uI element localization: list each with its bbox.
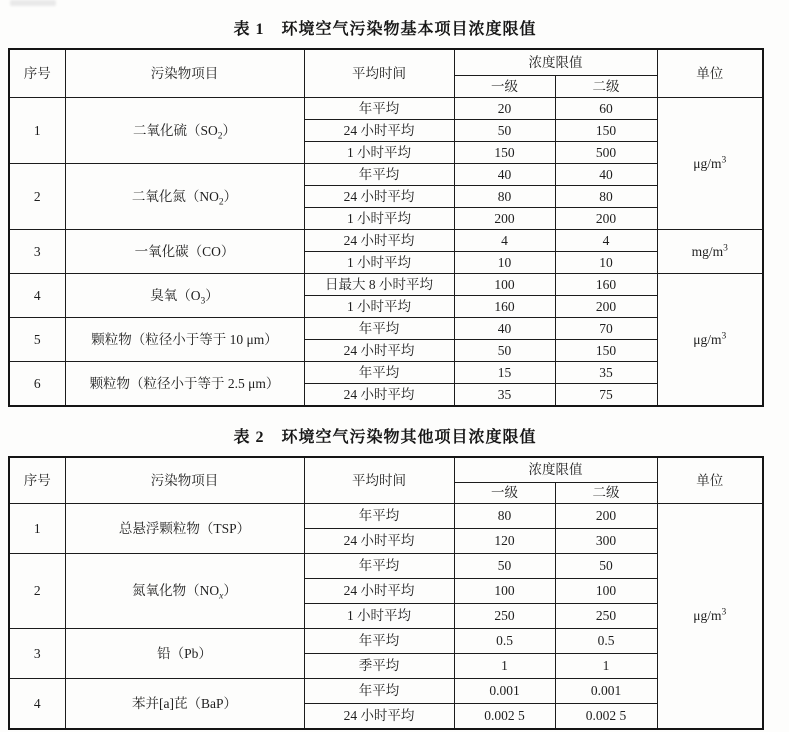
pollutant-cell: 铅（Pb） <box>65 629 304 679</box>
time-cell: 年平均 <box>304 164 454 186</box>
header-serial: 序号 <box>9 49 65 98</box>
serial-cell: 6 <box>9 362 65 407</box>
time-cell: 年平均 <box>304 98 454 120</box>
level2-cell: 200 <box>555 504 657 529</box>
table2 <box>8 456 764 730</box>
header-level2: 二级 <box>555 483 657 504</box>
header-unit: 单位 <box>657 49 763 98</box>
level1-cell: 250 <box>454 604 555 629</box>
time-cell: 季平均 <box>304 654 454 679</box>
table2-header-row1 <box>9 457 763 483</box>
time-cell: 1 小时平均 <box>304 208 454 230</box>
serial-cell: 1 <box>9 98 65 164</box>
level2-cell: 150 <box>555 340 657 362</box>
table-row <box>9 679 763 704</box>
level2-cell: 60 <box>555 98 657 120</box>
level1-cell: 40 <box>454 164 555 186</box>
header-level1: 一级 <box>454 483 555 504</box>
time-cell: 年平均 <box>304 554 454 579</box>
time-cell: 年平均 <box>304 679 454 704</box>
pollutant-cell: 苯并[a]芘（BaP） <box>65 679 304 730</box>
level2-cell: 0.5 <box>555 629 657 654</box>
serial-cell: 2 <box>9 164 65 230</box>
level1-cell: 4 <box>454 230 555 252</box>
level2-cell: 35 <box>555 362 657 384</box>
level2-cell: 75 <box>555 384 657 407</box>
level2-cell: 80 <box>555 186 657 208</box>
serial-cell: 1 <box>9 504 65 554</box>
level1-cell: 0.001 <box>454 679 555 704</box>
level2-cell: 160 <box>555 274 657 296</box>
level1-cell: 50 <box>454 120 555 142</box>
table2-title: 表 2 环境空气污染物其他项目浓度限值 <box>233 429 537 446</box>
header-serial: 序号 <box>9 457 65 504</box>
level1-cell: 0.5 <box>454 629 555 654</box>
header-time: 平均时间 <box>304 49 454 98</box>
time-cell: 1 小时平均 <box>304 296 454 318</box>
header-level2: 二级 <box>555 76 657 98</box>
header-pollutant: 污染物项目 <box>65 49 304 98</box>
level2-cell: 250 <box>555 604 657 629</box>
level1-cell: 35 <box>454 384 555 407</box>
level1-cell: 15 <box>454 362 555 384</box>
pollutant-cell: 颗粒物（粒径小于等于 10 μm） <box>65 318 304 362</box>
time-cell: 年平均 <box>304 318 454 340</box>
pollutant-cell: 总悬浮颗粒物（TSP） <box>65 504 304 554</box>
level1-cell: 80 <box>454 186 555 208</box>
level2-cell: 10 <box>555 252 657 274</box>
header-limit: 浓度限值 <box>454 49 657 76</box>
time-cell: 24 小时平均 <box>304 529 454 554</box>
table1-title: 表 1 环境空气污染物基本项目浓度限值 <box>233 21 537 38</box>
time-cell: 24 小时平均 <box>304 340 454 362</box>
level1-cell: 80 <box>454 504 555 529</box>
serial-cell: 2 <box>9 554 65 629</box>
time-cell: 24 小时平均 <box>304 384 454 407</box>
table-row <box>9 164 763 186</box>
table1 <box>8 48 764 407</box>
time-cell: 1 小时平均 <box>304 142 454 164</box>
time-cell: 24 小时平均 <box>304 579 454 604</box>
time-cell: 24 小时平均 <box>304 230 454 252</box>
level1-cell: 50 <box>454 340 555 362</box>
header-time: 平均时间 <box>304 457 454 504</box>
level2-cell: 100 <box>555 579 657 604</box>
unit-cell: $\mu g/m^3$ <box>657 504 763 730</box>
unit-cell: $\mu g/m^3$ <box>657 274 763 407</box>
header-limit: 浓度限值 <box>454 457 657 483</box>
level2-cell: 0.001 <box>555 679 657 704</box>
level2-cell: 70 <box>555 318 657 340</box>
level2-cell: 200 <box>555 296 657 318</box>
level1-cell: 20 <box>454 98 555 120</box>
serial-cell: 4 <box>9 274 65 318</box>
scan-artifact <box>10 0 56 6</box>
header-level1: 一级 <box>454 76 555 98</box>
level2-cell: 4 <box>555 230 657 252</box>
level2-cell: 1 <box>555 654 657 679</box>
pollutant-cell: 一氧化碳（CO） <box>65 230 304 274</box>
level1-cell: 40 <box>454 318 555 340</box>
table-row <box>9 554 763 579</box>
table-row <box>9 98 763 120</box>
level2-cell: 40 <box>555 164 657 186</box>
serial-cell: 5 <box>9 318 65 362</box>
table1-header-row1 <box>9 49 763 76</box>
table-row <box>9 318 763 340</box>
level1-cell: 100 <box>454 579 555 604</box>
time-cell: 年平均 <box>304 629 454 654</box>
level2-cell: 200 <box>555 208 657 230</box>
level2-cell: 50 <box>555 554 657 579</box>
level2-cell: 500 <box>555 142 657 164</box>
serial-cell: 3 <box>9 629 65 679</box>
time-cell: 1 小时平均 <box>304 252 454 274</box>
serial-cell: 3 <box>9 230 65 274</box>
level2-cell: 0.002 5 <box>555 704 657 730</box>
unit-cell: $\mu g/m^3$ <box>657 98 763 230</box>
level1-cell: 1 <box>454 654 555 679</box>
time-cell: 24 小时平均 <box>304 186 454 208</box>
unit-cell: $mg/m^3$ <box>657 230 763 274</box>
level1-cell: 10 <box>454 252 555 274</box>
time-cell: 24 小时平均 <box>304 704 454 730</box>
table-row <box>9 274 763 296</box>
pollutant-cell: 臭氧$(O_3)$ <box>65 274 304 318</box>
header-pollutant: 污染物项目 <box>65 457 304 504</box>
level2-cell: 300 <box>555 529 657 554</box>
level1-cell: 150 <box>454 142 555 164</box>
level1-cell: 200 <box>454 208 555 230</box>
pollutant-cell: 氮氧化物$(NO_x)$ <box>65 554 304 629</box>
level1-cell: 50 <box>454 554 555 579</box>
time-cell: 1 小时平均 <box>304 604 454 629</box>
time-cell: 日最大 8 小时平均 <box>304 274 454 296</box>
time-cell: 年平均 <box>304 362 454 384</box>
level1-cell: 100 <box>454 274 555 296</box>
level1-cell: 0.002 5 <box>454 704 555 730</box>
pollutant-cell: 二氧化氮$(NO_2)$ <box>65 164 304 230</box>
level1-cell: 120 <box>454 529 555 554</box>
table-row <box>9 230 763 252</box>
header-unit: 单位 <box>657 457 763 504</box>
level1-cell: 160 <box>454 296 555 318</box>
serial-cell: 4 <box>9 679 65 730</box>
time-cell: 年平均 <box>304 504 454 529</box>
table-row <box>9 629 763 654</box>
table-row <box>9 362 763 384</box>
table-row <box>9 504 763 529</box>
time-cell: 24 小时平均 <box>304 120 454 142</box>
pollutant-cell: 颗粒物（粒径小于等于 2.5 μm） <box>65 362 304 407</box>
pollutant-cell: 二氧化硫$(SO_2)$ <box>65 98 304 164</box>
level2-cell: 150 <box>555 120 657 142</box>
